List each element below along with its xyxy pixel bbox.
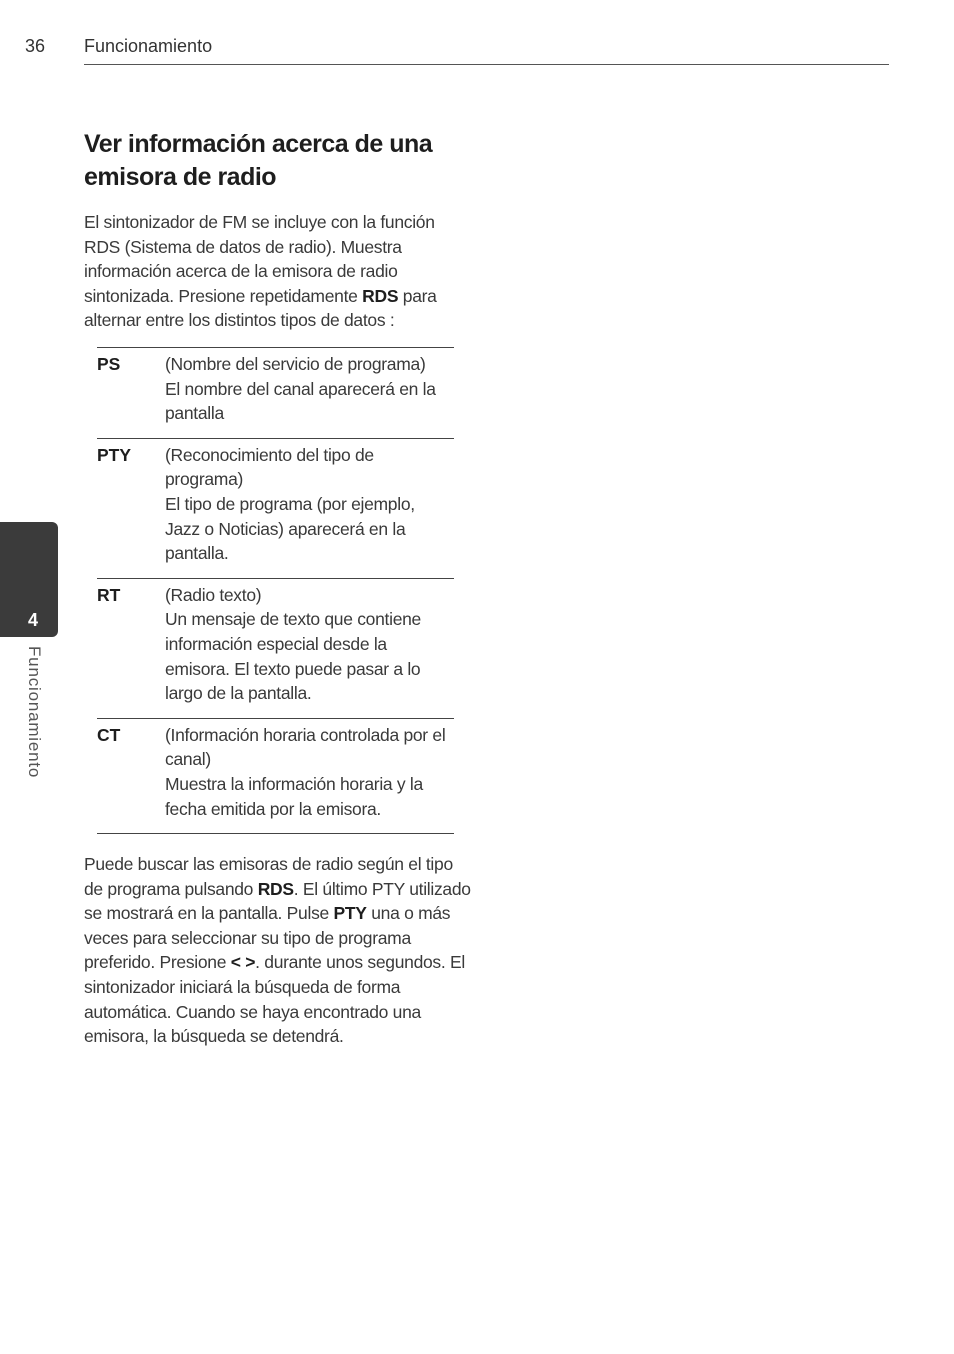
- rds-description-line: Un mensaje de texto que contiene información especial desde la emisora. El texto puede pasar a lo largo de la pantalla.: [165, 609, 421, 704]
- outro-arrow-keys: < >: [230, 952, 256, 973]
- outro-paragraph: [84, 852, 472, 1049]
- outro-text-4: . durante unos segundos. El sintonizador iniciará la búsqueda de forma automática. Cuando se haya encontrado una emisora, la búsqueda se detendrá.: [84, 952, 465, 1047]
- rds-description-line: (Reconocimiento del tipo de programa): [165, 444, 374, 490]
- rds-description: [165, 723, 454, 821]
- intro-text-2: para alternar entre los distintos tipos de datos :: [84, 285, 437, 331]
- rds-data-table: [97, 347, 454, 834]
- rds-description-line: (Radio texto): [165, 584, 262, 605]
- table-row: [97, 719, 454, 834]
- chapter-number: 4: [27, 610, 38, 630]
- rds-description: [165, 352, 454, 426]
- outro-pty-keyword: PTY: [333, 903, 367, 924]
- outro-text-2: . El último PTY utilizado se mostrará en la pantalla. Pulse: [84, 878, 471, 924]
- outro-rds-keyword: RDS: [257, 878, 294, 899]
- rds-code: PS: [97, 354, 121, 374]
- table-row: [97, 439, 454, 579]
- intro-paragraph: [84, 210, 472, 333]
- table-row: [97, 348, 454, 439]
- running-title: Funcionamiento: [84, 36, 213, 56]
- section-title: Ver información acerca de una emisora de radio: [84, 130, 433, 191]
- rds-code: PTY: [97, 444, 132, 465]
- rds-description: [165, 443, 454, 566]
- outro-text-1: Puede buscar las emisoras de radio según el tipo de programa pulsando: [84, 854, 453, 899]
- outro-text-3: una o más veces para seleccionar su tipo de programa preferido. Presione: [84, 903, 451, 973]
- rds-description-line: (Información horaria controlada por el canal): [165, 724, 446, 770]
- chapter-label: Funcionamiento: [25, 646, 44, 779]
- rds-code: CT: [97, 724, 121, 745]
- rds-description: [165, 583, 454, 706]
- rds-description-line: (Nombre del servicio de programa): [165, 354, 426, 374]
- intro-text-1: El sintonizador de FM se incluye con la función RDS (Sistema de datos de radio). Muestra información acerca de la emisora de radio sintonizada. Presione repetidamente: [84, 212, 435, 306]
- intro-rds-keyword: RDS: [362, 285, 399, 306]
- page-number: 36: [25, 36, 46, 56]
- rds-description-line: El tipo de programa (por ejemplo, Jazz o Noticias) aparecerá en la pantalla.: [165, 493, 415, 564]
- page-header: [0, 0, 954, 70]
- rds-code: RT: [97, 584, 121, 605]
- rds-description-line: El nombre del canal aparecerá en la pantalla: [165, 378, 436, 424]
- table-row: [97, 579, 454, 719]
- chapter-tab: [0, 522, 58, 637]
- rds-description-line: Muestra la información horaria y la fecha emitida por la emisora.: [165, 773, 423, 819]
- header-divider: [84, 64, 889, 65]
